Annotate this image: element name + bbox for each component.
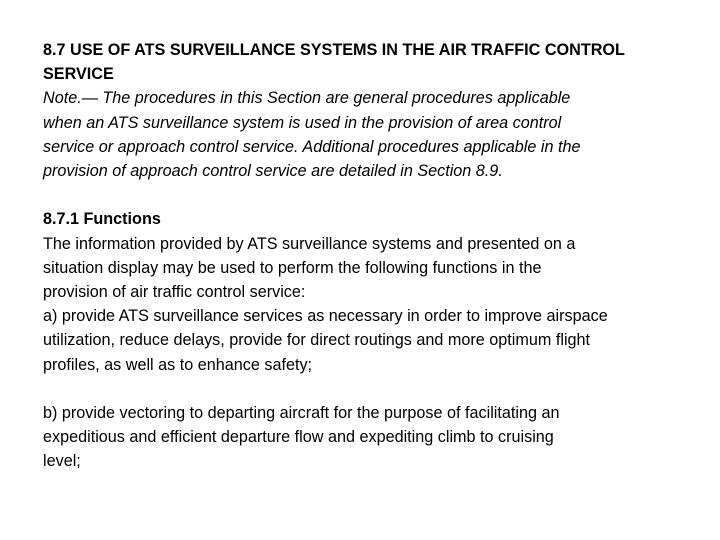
paragraph-spacer (43, 377, 683, 401)
item-b-line: expeditious and efficient departure flow and expediting climb to cruising (43, 428, 554, 447)
intro-line: provision of air traffic control service: (43, 283, 306, 302)
note-line: when an ATS surveillance system is used in the provision of area control (43, 113, 562, 132)
section-heading-line: 8.7 USE OF ATS SURVEILLANCE SYSTEMS IN THE AIR TRAFFIC CONTROL (43, 41, 625, 59)
list-item-a (43, 304, 683, 377)
item-a-line: profiles, as well as to enhance safety; (43, 355, 313, 374)
item-b-line: level; (43, 452, 81, 471)
section-heading-line: SERVICE (43, 65, 114, 84)
intro-paragraph (43, 232, 683, 305)
intro-line: The information provided by ATS surveillance systems and presented on a (43, 234, 576, 253)
note-line: service or approach control service. Additional procedures applicable in the (43, 137, 581, 156)
document-page (43, 38, 683, 474)
section-note (43, 86, 683, 183)
note-line: Note.— The procedures in this Section are general procedures applicable (43, 89, 571, 108)
section-heading (43, 38, 683, 86)
list-item-b (43, 401, 683, 474)
item-a-line: a) provide ATS surveillance services as necessary in order to improve airspace (43, 307, 608, 326)
note-line: provision of approach control service are detailed in Section 8.9. (43, 162, 503, 181)
paragraph-spacer (43, 183, 683, 207)
item-a-line: utilization, reduce delays, provide for direct routings and more optimum flight (43, 331, 591, 350)
intro-line: situation display may be used to perform the following functions in the (43, 258, 542, 277)
subsection-heading: 8.7.1 Functions (43, 210, 161, 229)
item-b-line: b) provide vectoring to departing aircraft for the purpose of facilitating an (43, 404, 560, 423)
